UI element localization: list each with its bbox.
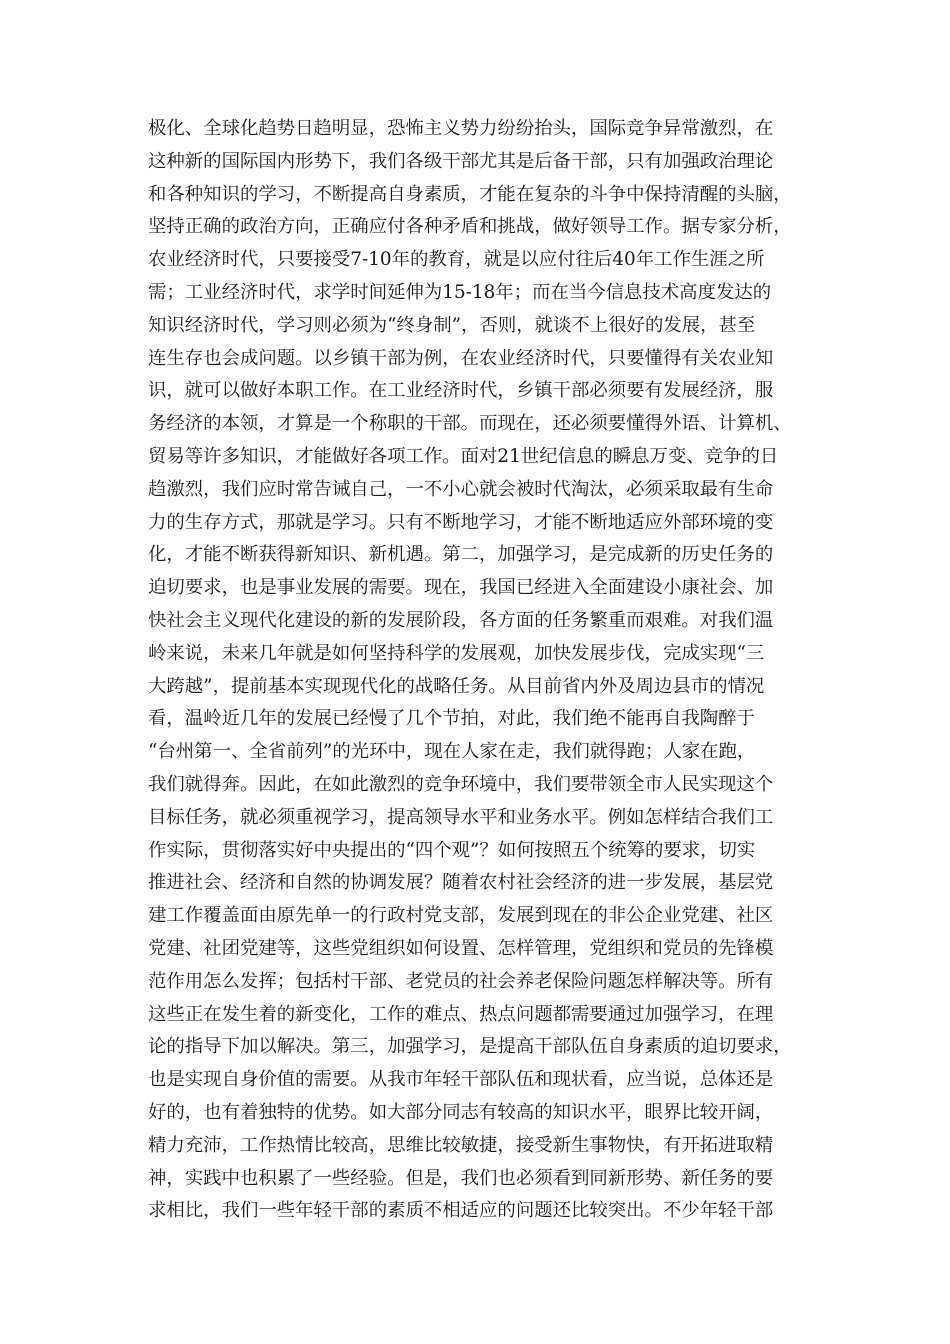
- text-line: 知识经济时代，学习则必须为“终身制”，否则，就谈不上很好的发展，甚至: [148, 314, 756, 336]
- text-line: 岭来说，未来几年就是如何坚持科学的发展观，加快发展步伐，完成实现“三: [148, 642, 765, 664]
- text-line: 坚持正确的政治方向，正确应付各种矛盾和挑战，做好领导工作。据专家分析，: [148, 216, 792, 238]
- text-line: 大跨越”，提前基本实现现代化的战略任务。从目前省内外及周边县市的情况: [148, 675, 765, 697]
- text-line: 和各种知识的学习，不断提高自身素质，才能在复杂的斗争中保持清醒的头脑，: [148, 183, 792, 205]
- text-line: 贸易等许多知识，才能做好各项工作。面对21世纪信息的瞬息万变、竞争的日: [148, 445, 779, 467]
- text-line: 趋激烈，我们应时常告诫自己，一不小心就会被时代淘汰，必须采取最有生命: [148, 478, 774, 500]
- text-line: “台州第一、全省前列”的光环中，现在人家在走，我们就得跑；人家在跑，: [148, 741, 756, 763]
- body-paragraph: [148, 113, 808, 1228]
- text-line: 推进社会、经济和自然的协调发展？随着农村社会经济的进一步发展，基层党: [148, 872, 774, 894]
- text-line: 这些正在发生着的新变化，工作的难点、热点问题都需要通过加强学习，在理: [148, 1003, 774, 1025]
- text-line: 迫切要求，也是事业发展的需要。现在，我国已经进入全面建设小康社会、加: [148, 577, 774, 599]
- text-line: 这种新的国际国内形势下，我们各级干部尤其是后备干部，只有加强政治理论: [148, 150, 774, 172]
- text-line: 看，温岭近几年的发展已经慢了几个节拍，对此，我们绝不能再自我陶醉于: [148, 708, 755, 730]
- text-line: 神，实践中也积累了一些经验。但是，我们也必须看到同新形势、新任务的要: [148, 1167, 774, 1189]
- text-line: 农业经济时代，只要接受7-10年的教育，就是以应付往后40年工作生涯之所: [148, 249, 765, 271]
- text-line: 也是实现自身价值的需要。从我市年轻干部队伍和现状看，应当说，总体还是: [148, 1069, 774, 1091]
- text-line: 连生存也会成问题。以乡镇干部为例，在农业经济时代，只要懂得有关农业知: [148, 347, 774, 369]
- text-line: 务经济的本领，才算是一个称职的干部。而现在，还必须要懂得外语、计算机、: [148, 413, 792, 435]
- text-line: 极化、全球化趋势日趋明显，恐怖主义势力纷纷抬头，国际竞争异常激烈，在: [148, 118, 774, 139]
- text-line: 好的，也有着独特的优势。如大部分同志有较高的知识水平，眼界比较开阔，: [148, 1101, 774, 1123]
- text-line: 建工作覆盖面由原先单一的行政村党支部，发展到现在的非公企业党建、社区: [148, 905, 774, 927]
- text-line: 化，才能不断获得新知识、新机遇。第二，加强学习，是完成新的历史任务的: [148, 544, 774, 566]
- text-line: 精力充沛，工作热情比较高，思维比较敏捷，接受新生事物快，有开拓进取精: [148, 1134, 774, 1156]
- text-line: 范作用怎么发挥；包括村干部、老党员的社会养老保险问题怎样解决等。所有: [148, 970, 774, 992]
- text-line: 论的指导下加以解决。第三，加强学习，是提高干部队伍自身素质的迫切要求，: [148, 1036, 792, 1058]
- text-line: 力的生存方式，那就是学习。只有不断地学习，才能不断地适应外部环境的变: [148, 511, 774, 533]
- text-line: 快社会主义现代化建设的新的发展阶段，各方面的任务繁重而艰难。对我们温: [148, 609, 774, 631]
- text-line: 识，就可以做好本职工作。在工业经济时代，乡镇干部必须要有发展经济，服: [148, 380, 774, 402]
- text-line: 求相比，我们一些年轻干部的素质不相适应的问题还比较突出。不少年轻干部: [148, 1200, 774, 1222]
- text-line: 我们就得奔。因此，在如此激烈的竞争环境中，我们要带领全市人民实现这个: [148, 773, 774, 795]
- text-line: 目标任务，就必须重视学习，提高领导水平和业务水平。例如怎样结合我们工: [148, 806, 774, 828]
- text-line: 党建、社团党建等，这些党组织如何设置、怎样管理，党组织和党员的先锋模: [148, 937, 774, 959]
- text-line: 作实际，贯彻落实好中央提出的“四个观”？如何按照五个统筹的要求，切实: [148, 839, 756, 861]
- text-line: 需；工业经济时代，求学时间延伸为15-18年；而在当今信息技术高度发达的: [148, 281, 772, 303]
